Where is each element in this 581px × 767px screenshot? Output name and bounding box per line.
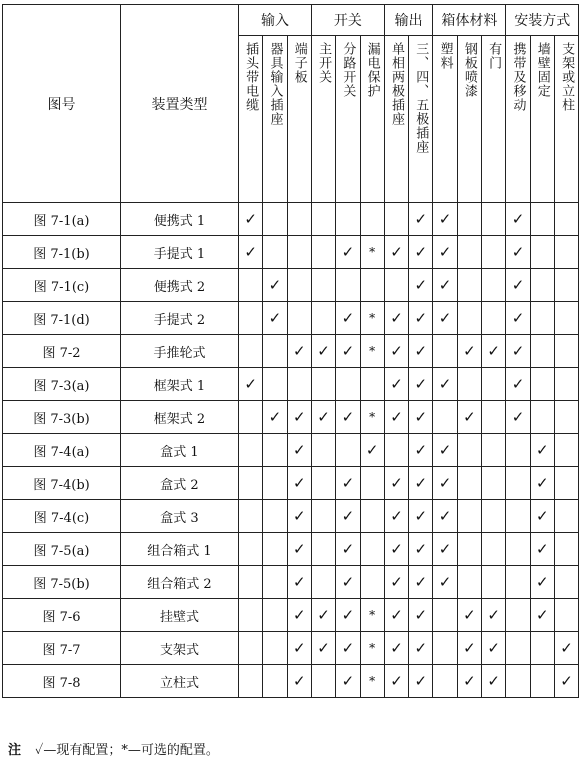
check-mark-cell: ✓ (384, 632, 408, 665)
header-column-11 (506, 36, 530, 203)
figure-cell: 图 7-4(a) (3, 434, 121, 467)
empty-cell (506, 500, 530, 533)
header-column-13 (554, 36, 578, 203)
device-type-cell: 组合箱式 2 (121, 566, 239, 599)
empty-cell (554, 566, 578, 599)
check-mark-cell: ✓ (530, 533, 554, 566)
check-mark-cell: ✓ (409, 434, 433, 467)
figure-cell: 图 7-1(a) (3, 203, 121, 236)
check-mark-cell: ✓ (311, 401, 335, 434)
empty-cell (530, 335, 554, 368)
empty-cell (482, 500, 506, 533)
header-group-1: 开关 (311, 5, 384, 36)
check-mark-cell: ✓ (409, 632, 433, 665)
device-type-cell: 立柱式 (121, 665, 239, 698)
empty-cell (482, 566, 506, 599)
empty-cell (311, 566, 335, 599)
check-mark-cell: ✓ (287, 500, 311, 533)
empty-cell (239, 335, 263, 368)
figure-cell: 图 7-8 (3, 665, 121, 698)
table-row (3, 401, 579, 434)
empty-cell (311, 533, 335, 566)
check-mark-cell: ✓ (506, 401, 530, 434)
header-group-0: 输入 (239, 5, 312, 36)
check-mark-cell: ✓ (457, 632, 481, 665)
empty-cell (530, 665, 554, 698)
empty-cell (287, 302, 311, 335)
header-column-label: 塑料 (437, 42, 453, 70)
empty-cell (457, 434, 481, 467)
check-mark-cell: ✓ (433, 236, 457, 269)
empty-cell (482, 236, 506, 269)
check-mark-cell: ✓ (506, 335, 530, 368)
empty-cell (311, 467, 335, 500)
empty-cell (554, 500, 578, 533)
empty-cell (482, 368, 506, 401)
optional-mark-cell: * (360, 599, 384, 632)
empty-cell (311, 434, 335, 467)
check-mark-cell: ✓ (506, 203, 530, 236)
table-row (3, 368, 579, 401)
empty-cell (506, 599, 530, 632)
empty-cell (554, 302, 578, 335)
device-type-cell: 组合箱式 1 (121, 533, 239, 566)
empty-cell (457, 566, 481, 599)
empty-cell (360, 566, 384, 599)
empty-cell (336, 269, 360, 302)
check-mark-cell: ✓ (287, 566, 311, 599)
check-mark-cell: ✓ (433, 467, 457, 500)
check-mark-cell: ✓ (506, 236, 530, 269)
header-column-label: 三、四、五极插座 (413, 42, 429, 154)
header-column-label: 器具输入插座 (267, 42, 283, 126)
figure-cell: 图 7-3(b) (3, 401, 121, 434)
empty-cell (239, 302, 263, 335)
check-mark-cell: ✓ (433, 500, 457, 533)
check-mark-cell: ✓ (554, 665, 578, 698)
empty-cell (457, 236, 481, 269)
header-group-2: 输出 (384, 5, 433, 36)
empty-cell (239, 434, 263, 467)
header-device-type: 装置类型 (121, 5, 239, 203)
empty-cell (263, 335, 287, 368)
header-column-5 (360, 36, 384, 203)
check-mark-cell: ✓ (530, 467, 554, 500)
empty-cell (530, 269, 554, 302)
empty-cell (554, 533, 578, 566)
check-mark-cell: ✓ (409, 665, 433, 698)
check-mark-cell: ✓ (433, 566, 457, 599)
check-mark-cell: ✓ (433, 533, 457, 566)
header-column-label: 携带及移动 (510, 42, 526, 112)
device-type-cell: 手推轮式 (121, 335, 239, 368)
check-mark-cell: ✓ (409, 203, 433, 236)
check-mark-cell: ✓ (263, 269, 287, 302)
header-column-12 (530, 36, 554, 203)
table-row (3, 632, 579, 665)
empty-cell (239, 500, 263, 533)
footnote (8, 739, 219, 758)
figure-cell: 图 7-1(d) (3, 302, 121, 335)
figure-cell: 图 7-2 (3, 335, 121, 368)
empty-cell (263, 599, 287, 632)
figure-cell: 图 7-4(b) (3, 467, 121, 500)
table-row (3, 302, 579, 335)
empty-cell (482, 302, 506, 335)
empty-cell (457, 302, 481, 335)
empty-cell (263, 203, 287, 236)
check-mark-cell: ✓ (433, 434, 457, 467)
empty-cell (239, 566, 263, 599)
optional-mark-cell: * (360, 302, 384, 335)
empty-cell (239, 269, 263, 302)
check-mark-cell: ✓ (384, 500, 408, 533)
empty-cell (457, 533, 481, 566)
empty-cell (554, 269, 578, 302)
empty-cell (530, 302, 554, 335)
header-column-label: 钢板喷漆 (461, 42, 477, 98)
header-column-2 (287, 36, 311, 203)
empty-cell (506, 566, 530, 599)
check-mark-cell: ✓ (506, 269, 530, 302)
check-mark-cell: ✓ (287, 434, 311, 467)
optional-mark-cell: * (360, 236, 384, 269)
empty-cell (360, 368, 384, 401)
device-type-cell: 框架式 2 (121, 401, 239, 434)
check-mark-cell: ✓ (384, 467, 408, 500)
header-column-1 (263, 36, 287, 203)
optional-mark-cell: * (360, 401, 384, 434)
check-mark-cell: ✓ (530, 434, 554, 467)
empty-cell (336, 203, 360, 236)
check-mark-cell: ✓ (384, 401, 408, 434)
empty-cell (530, 401, 554, 434)
check-mark-cell: ✓ (287, 335, 311, 368)
check-mark-cell: ✓ (384, 368, 408, 401)
table-row (3, 335, 579, 368)
header-column-label: 墙壁固定 (534, 42, 550, 98)
check-mark-cell: ✓ (336, 335, 360, 368)
empty-cell (239, 665, 263, 698)
check-mark-cell: ✓ (433, 269, 457, 302)
header-group-4: 安装方式 (506, 5, 579, 36)
empty-cell (263, 467, 287, 500)
table-row (3, 269, 579, 302)
empty-cell (457, 467, 481, 500)
empty-cell (554, 335, 578, 368)
check-mark-cell: ✓ (482, 665, 506, 698)
empty-cell (263, 368, 287, 401)
check-mark-cell: ✓ (409, 599, 433, 632)
empty-cell (360, 269, 384, 302)
check-mark-cell: ✓ (409, 302, 433, 335)
empty-cell (457, 269, 481, 302)
header-group-3: 箱体材料 (433, 5, 506, 36)
check-mark-cell: ✓ (311, 632, 335, 665)
check-mark-cell: ✓ (311, 335, 335, 368)
empty-cell (457, 500, 481, 533)
check-mark-cell: ✓ (384, 665, 408, 698)
check-mark-cell: ✓ (409, 467, 433, 500)
empty-cell (239, 533, 263, 566)
header-column-0 (239, 36, 263, 203)
check-mark-cell: ✓ (506, 302, 530, 335)
check-mark-cell: ✓ (409, 269, 433, 302)
check-mark-cell: ✓ (239, 236, 263, 269)
check-mark-cell: ✓ (287, 401, 311, 434)
optional-mark-cell: * (360, 665, 384, 698)
empty-cell (287, 368, 311, 401)
header-group-row (3, 5, 579, 36)
table-row (3, 533, 579, 566)
figure-cell: 图 7-7 (3, 632, 121, 665)
empty-cell (384, 434, 408, 467)
empty-cell (506, 467, 530, 500)
header-column-4 (336, 36, 360, 203)
check-mark-cell: ✓ (263, 401, 287, 434)
table-row (3, 500, 579, 533)
device-type-cell: 便携式 1 (121, 203, 239, 236)
empty-cell (311, 500, 335, 533)
empty-cell (554, 599, 578, 632)
empty-cell (239, 467, 263, 500)
check-mark-cell: ✓ (433, 368, 457, 401)
empty-cell (384, 203, 408, 236)
empty-cell (433, 401, 457, 434)
check-mark-cell: ✓ (530, 566, 554, 599)
empty-cell (482, 401, 506, 434)
empty-cell (311, 203, 335, 236)
empty-cell (336, 434, 360, 467)
empty-cell (336, 368, 360, 401)
check-mark-cell: ✓ (457, 335, 481, 368)
header-column-label: 单相两极插座 (388, 42, 404, 126)
empty-cell (457, 368, 481, 401)
check-mark-cell: ✓ (336, 665, 360, 698)
empty-cell (482, 269, 506, 302)
empty-cell (263, 632, 287, 665)
check-mark-cell: ✓ (311, 599, 335, 632)
empty-cell (482, 467, 506, 500)
empty-cell (360, 467, 384, 500)
check-mark-cell: ✓ (287, 665, 311, 698)
check-mark-cell: ✓ (409, 236, 433, 269)
empty-cell (263, 434, 287, 467)
empty-cell (506, 632, 530, 665)
header-column-8 (433, 36, 457, 203)
header-column-label: 端子板 (291, 42, 307, 84)
check-mark-cell: ✓ (384, 236, 408, 269)
figure-cell: 图 7-1(c) (3, 269, 121, 302)
empty-cell (311, 368, 335, 401)
empty-cell (482, 434, 506, 467)
empty-cell (554, 236, 578, 269)
empty-cell (287, 269, 311, 302)
check-mark-cell: ✓ (409, 401, 433, 434)
empty-cell (482, 203, 506, 236)
check-mark-cell: ✓ (336, 236, 360, 269)
empty-cell (311, 302, 335, 335)
empty-cell (384, 269, 408, 302)
empty-cell (506, 434, 530, 467)
figure-cell: 图 7-5(b) (3, 566, 121, 599)
empty-cell (554, 401, 578, 434)
empty-cell (433, 632, 457, 665)
check-mark-cell: ✓ (409, 335, 433, 368)
check-mark-cell: ✓ (409, 368, 433, 401)
check-mark-cell: ✓ (336, 302, 360, 335)
header-column-label: 漏电保护 (364, 42, 380, 98)
check-mark-cell: ✓ (336, 533, 360, 566)
header-column-10 (482, 36, 506, 203)
check-mark-cell: ✓ (433, 203, 457, 236)
header-column-label: 分路开关 (340, 42, 356, 98)
check-mark-cell: ✓ (336, 599, 360, 632)
empty-cell (360, 203, 384, 236)
empty-cell (482, 533, 506, 566)
empty-cell (360, 500, 384, 533)
device-type-cell: 支架式 (121, 632, 239, 665)
check-mark-cell: ✓ (530, 599, 554, 632)
check-mark-cell: ✓ (287, 533, 311, 566)
check-mark-cell: ✓ (336, 632, 360, 665)
device-type-cell: 框架式 1 (121, 368, 239, 401)
configuration-table (2, 4, 579, 698)
empty-cell (263, 533, 287, 566)
check-mark-cell: ✓ (409, 533, 433, 566)
empty-cell (311, 269, 335, 302)
check-mark-cell: ✓ (287, 632, 311, 665)
check-mark-cell: ✓ (457, 401, 481, 434)
check-mark-cell: ✓ (384, 335, 408, 368)
figure-cell: 图 7-1(b) (3, 236, 121, 269)
table-row (3, 203, 579, 236)
table-row (3, 434, 579, 467)
check-mark-cell: ✓ (457, 599, 481, 632)
check-mark-cell: ✓ (263, 302, 287, 335)
header-column-7 (409, 36, 433, 203)
empty-cell (433, 665, 457, 698)
empty-cell (554, 203, 578, 236)
check-mark-cell: ✓ (482, 632, 506, 665)
header-column-label: 主开关 (316, 42, 332, 84)
empty-cell (263, 500, 287, 533)
empty-cell (263, 665, 287, 698)
empty-cell (239, 599, 263, 632)
check-mark-cell: ✓ (336, 566, 360, 599)
empty-cell (263, 566, 287, 599)
header-column-label: 插头带电缆 (243, 42, 259, 112)
empty-cell (530, 203, 554, 236)
footnote-text: ✓—现有配置；*—可选的配置。 (35, 743, 219, 758)
check-mark-cell: ✓ (384, 566, 408, 599)
empty-cell (287, 236, 311, 269)
empty-cell (239, 632, 263, 665)
empty-cell (311, 665, 335, 698)
empty-cell (554, 368, 578, 401)
check-mark-cell: ✓ (554, 632, 578, 665)
check-mark-cell: ✓ (336, 401, 360, 434)
check-mark-cell: ✓ (287, 467, 311, 500)
header-figure: 图号 (3, 5, 121, 203)
check-mark-cell: ✓ (530, 500, 554, 533)
check-mark-cell: ✓ (336, 467, 360, 500)
empty-cell (554, 467, 578, 500)
check-mark-cell: ✓ (506, 368, 530, 401)
check-mark-cell: ✓ (433, 302, 457, 335)
optional-mark-cell: * (360, 632, 384, 665)
check-mark-cell: ✓ (457, 665, 481, 698)
empty-cell (530, 632, 554, 665)
header-column-label: 支架或立柱 (559, 42, 575, 112)
empty-cell (287, 203, 311, 236)
device-type-cell: 挂壁式 (121, 599, 239, 632)
header-column-6 (384, 36, 408, 203)
table-row (3, 467, 579, 500)
empty-cell (530, 368, 554, 401)
figure-cell: 图 7-4(c) (3, 500, 121, 533)
table-body (3, 203, 579, 698)
check-mark-cell: ✓ (384, 302, 408, 335)
device-type-cell: 盒式 1 (121, 434, 239, 467)
check-mark-cell: ✓ (482, 335, 506, 368)
empty-cell (530, 236, 554, 269)
empty-cell (263, 236, 287, 269)
check-mark-cell: ✓ (384, 533, 408, 566)
check-mark-cell: ✓ (482, 599, 506, 632)
header-column-label: 有门 (486, 42, 502, 70)
empty-cell (311, 236, 335, 269)
check-mark-cell: ✓ (239, 368, 263, 401)
figure-cell: 图 7-6 (3, 599, 121, 632)
empty-cell (457, 203, 481, 236)
empty-cell (506, 665, 530, 698)
table-row (3, 236, 579, 269)
empty-cell (554, 434, 578, 467)
empty-cell (360, 533, 384, 566)
table-row (3, 566, 579, 599)
empty-cell (433, 599, 457, 632)
check-mark-cell: ✓ (409, 500, 433, 533)
figure-cell: 图 7-3(a) (3, 368, 121, 401)
figure-cell: 图 7-5(a) (3, 533, 121, 566)
check-mark-cell: ✓ (336, 500, 360, 533)
optional-mark-cell: * (360, 335, 384, 368)
table-row (3, 665, 579, 698)
check-mark-cell: ✓ (384, 599, 408, 632)
header-column-9 (457, 36, 481, 203)
empty-cell (433, 335, 457, 368)
device-type-cell: 手提式 2 (121, 302, 239, 335)
device-type-cell: 盒式 2 (121, 467, 239, 500)
table-row (3, 599, 579, 632)
empty-cell (506, 533, 530, 566)
check-mark-cell: ✓ (409, 566, 433, 599)
device-type-cell: 便携式 2 (121, 269, 239, 302)
check-mark-cell: ✓ (287, 599, 311, 632)
header-column-3 (311, 36, 335, 203)
check-mark-cell: ✓ (239, 203, 263, 236)
empty-cell (239, 401, 263, 434)
footnote-label: 注 (8, 743, 22, 758)
check-mark-cell: ✓ (360, 434, 384, 467)
device-type-cell: 手提式 1 (121, 236, 239, 269)
device-type-cell: 盒式 3 (121, 500, 239, 533)
